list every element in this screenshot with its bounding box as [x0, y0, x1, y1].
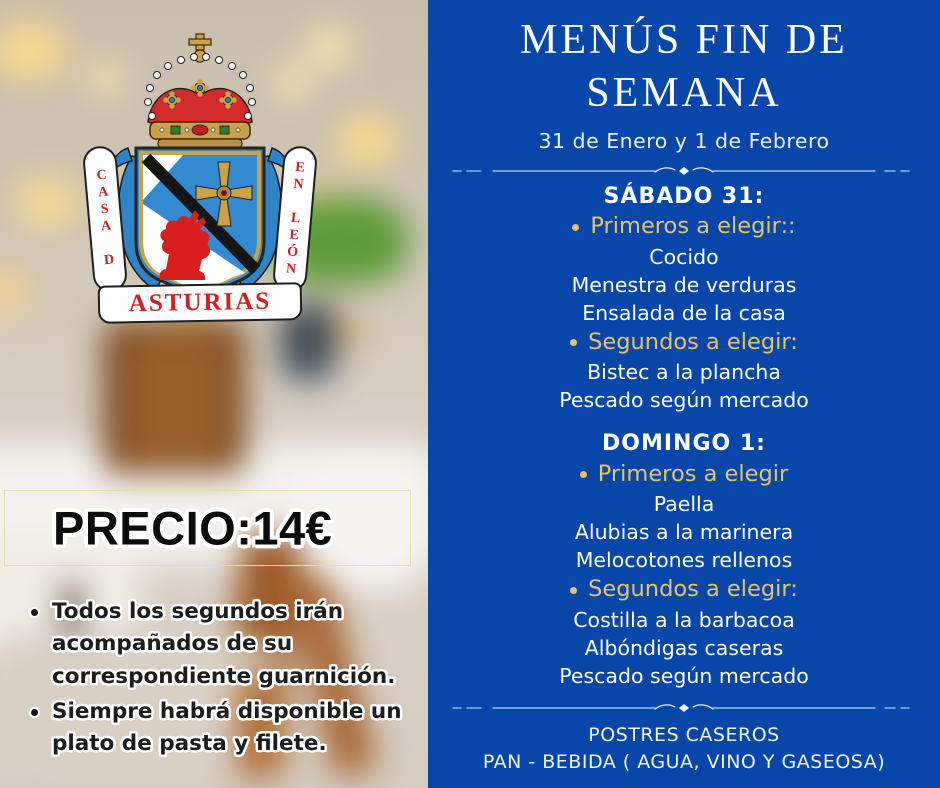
price-label: PRECIO:14€ — [53, 501, 333, 555]
note-item — [28, 696, 410, 761]
crest-ribbon-left: CASA D — [82, 145, 129, 293]
note-item — [28, 596, 410, 693]
course-header — [436, 328, 932, 357]
dish-item: Alubias a la marinera — [574, 520, 794, 545]
footer-line: PAN - BEBIDA ( AGUA, VINO Y GASEOSA) — [482, 750, 886, 773]
left-photo-panel — [0, 0, 428, 788]
page-title — [436, 14, 932, 120]
course-header — [436, 212, 932, 241]
dish-item: Melocotones rellenos — [575, 548, 793, 573]
page-title-line1: MENÚS FIN DE — [520, 17, 848, 63]
course-header-label: Primeros a elegir — [597, 460, 789, 487]
day-section — [436, 430, 932, 690]
course-header — [436, 575, 932, 604]
ornamental-divider — [449, 163, 919, 179]
menu-days — [436, 183, 932, 690]
day-header: DOMINGO 1: — [602, 431, 766, 457]
day-section — [436, 183, 932, 414]
crest-banner: ASTURIAS — [98, 282, 303, 324]
course-header-label: Segundos a elegir: — [588, 328, 798, 355]
dish-item: Ensalada de la casa — [582, 300, 786, 325]
dish-item: Costilla a la barbacoa — [573, 607, 795, 632]
page-title-line2: SEMANA — [586, 69, 782, 116]
bullet-dot-icon — [570, 587, 577, 594]
club-crest — [40, 30, 360, 338]
bullet-dot-icon — [580, 471, 587, 478]
dish-item: Pescado según mercado — [559, 388, 809, 413]
course-header-label: Primeros a elegir:: — [590, 213, 796, 240]
day-header: SÁBADO 31: — [603, 183, 765, 209]
note-text: Siempre habrá disponible un plato de pasta y filete. — [52, 698, 402, 756]
bullet-dot-icon — [31, 709, 38, 716]
menu-panel — [428, 0, 940, 788]
dish-item: Menestra de verduras — [571, 272, 797, 297]
course-header — [436, 460, 932, 489]
menu-footer — [436, 722, 932, 776]
footer-line: POSTRES CASEROS — [588, 723, 780, 746]
price-frame — [4, 490, 411, 566]
menu-date: 31 de Enero y 1 de Febrero — [538, 128, 830, 153]
notes-list — [28, 596, 410, 763]
bullet-dot-icon — [31, 609, 38, 616]
bullet-dot-icon — [572, 224, 579, 231]
dish-item: Albóndigas caseras — [584, 635, 784, 660]
bullet-dot-icon — [570, 339, 577, 346]
crest-shield — [136, 148, 264, 297]
ornamental-divider — [449, 700, 919, 716]
note-text: Todos los segundos irán acompañados de su correspondiente guarnición. — [52, 599, 396, 689]
crest-crown — [145, 34, 256, 148]
dish-item: Pescado según mercado — [559, 663, 809, 688]
dish-item: Paella — [653, 492, 715, 517]
course-header-label: Segundos a elegir: — [588, 576, 798, 603]
crest-ribbon-right: EN LEÓN — [272, 145, 319, 293]
dish-item: Cocido — [649, 244, 719, 269]
dish-item: Bistec a la plancha — [587, 360, 781, 385]
